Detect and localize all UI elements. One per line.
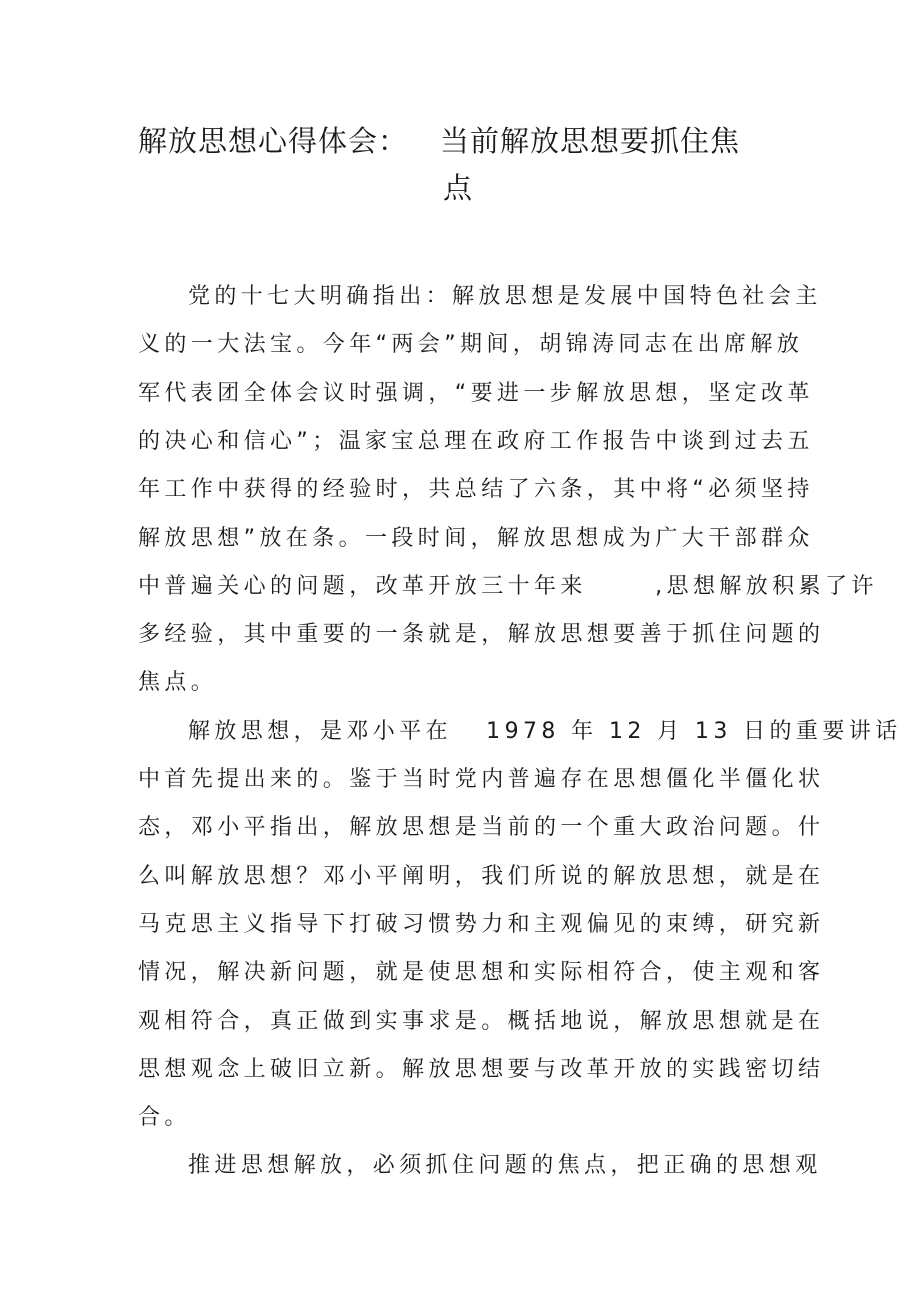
paragraph-1-line: 军代表团全体会议时强调，“要进一步解放思想，坚定改革 (138, 380, 814, 406)
paragraph-2-line: 观相符合，真正做到实事求是。概括地说，解放思想就是在 (138, 1008, 825, 1034)
paragraph-2-line: 合。 (138, 1105, 191, 1131)
paragraph-2-line: 思想观念上破旧立新。解放思想要与改革开放的实践密切结 (138, 1056, 825, 1082)
paragraph-2-line: 中首先提出来的。鉴于当时党内普遍存在思想僵化半僵化状 (138, 767, 825, 792)
paragraph-1-line: 焦点。 (138, 670, 218, 696)
paragraph-2-line: 态，邓小平指出，解放思想是当前的一个重大政治问题。什 (138, 815, 825, 841)
paragraph-1-line: 党的十七大明确指出：解放思想是发展中国特色社会主 (188, 284, 822, 309)
paragraph-2-line: 马克思主义指导下打破习惯势力和主观偏见的束缚，研究新 (138, 911, 825, 937)
paragraph-2-line: 情况，解决新问题，就是使思想和实际相符合，使主观和客 (138, 960, 825, 986)
title-part-3: 点 (443, 171, 474, 205)
paragraph-1-line: 年工作中获得的经验时，共总结了六条，其中将“必须坚持 (138, 477, 814, 503)
paragraph-2-line: 解放思想，是邓小平在 1978 年 12 月 13 日的重要讲话 (188, 718, 902, 744)
paragraph-1-line: 多经验，其中重要的一条就是，解放思想要善于抓住问题的 (138, 622, 825, 648)
title-part-2: 当前解放思想要抓住焦 (440, 124, 741, 158)
paragraph-1-line: 中普遍关心的问题，改革开放三十年来 ,思想解放积累了许 (138, 573, 878, 599)
paragraph-3-line: 推进思想解放，必须抓住问题的焦点，把正确的思想观 (188, 1153, 822, 1179)
title-part-1: 解放思想心得体会： (138, 124, 409, 158)
paragraph-2-line: 么叫解放思想？邓小平阐明，我们所说的解放思想，就是在 (138, 863, 825, 889)
paragraph-1-line: 解放思想”放在条。一段时间，解放思想成为广大干部群众 (138, 525, 814, 551)
paragraph-1-line: 的决心和信心”；温家宝总理在政府工作报告中谈到过去五 (138, 428, 814, 454)
paragraph-1-line: 义的一大法宝。今年“两会”期间，胡锦涛同志在出席解放 (138, 332, 804, 358)
